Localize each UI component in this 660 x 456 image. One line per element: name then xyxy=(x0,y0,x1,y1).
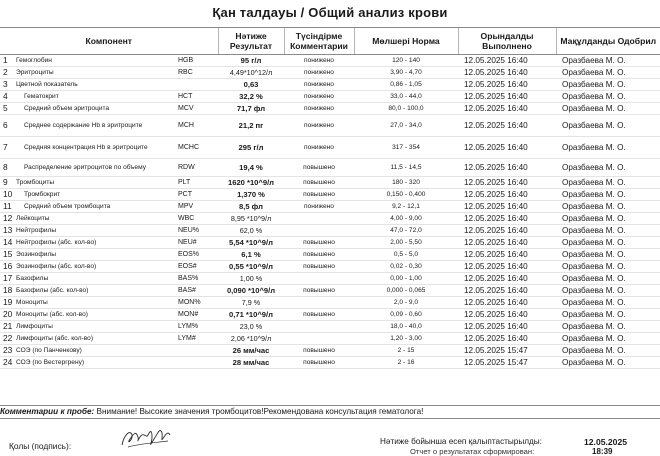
table-row xyxy=(0,309,660,321)
row-number: 6 xyxy=(0,115,14,137)
result-comment xyxy=(284,333,354,345)
table-row xyxy=(0,201,660,213)
approved-by: Оразбаева М. О. xyxy=(556,201,660,213)
component-name: Базофилы xyxy=(14,273,178,285)
approved-by: Оразбаева М. О. xyxy=(556,261,660,273)
approved-by: Оразбаева М. О. xyxy=(556,357,660,369)
component-name: СОЭ (по Вестергрену) xyxy=(14,357,178,369)
result-value: 8,95 *10^9/л xyxy=(218,213,284,225)
component-code: WBC xyxy=(178,213,218,225)
component-name: Средний объем эритроцита xyxy=(14,103,178,115)
component-code: BAS% xyxy=(178,273,218,285)
approved-by: Оразбаева М. О. xyxy=(556,333,660,345)
performed-date: 12.05.2025 16:40 xyxy=(458,273,556,285)
report-generated-sublabel: Отчет о результатах сформирован: xyxy=(410,447,535,456)
component-name xyxy=(14,159,178,177)
component-name xyxy=(14,115,178,137)
component-name xyxy=(14,137,178,159)
approved-by: Оразбаева М. О. xyxy=(556,115,660,137)
component-name: Лимфоциты (абс. кол-во) xyxy=(14,333,178,345)
approved-by: Оразбаева М. О. xyxy=(556,67,660,79)
result-comment: повышено xyxy=(284,159,354,177)
result-comment: понижено xyxy=(284,67,354,79)
component-code: LYM# xyxy=(178,333,218,345)
approved-by: Оразбаева М. О. xyxy=(556,297,660,309)
result-comment: понижено xyxy=(284,137,354,159)
table-row xyxy=(0,137,660,159)
signature-label: Қолы (подпись): xyxy=(9,441,72,451)
result-value: 4,49*10^12/л xyxy=(218,67,284,79)
result-comment xyxy=(284,213,354,225)
result-comment xyxy=(284,273,354,285)
performed-date: 12.05.2025 16:40 xyxy=(458,55,556,67)
component-code: LYM% xyxy=(178,321,218,333)
component-name: Моноциты (абс. кол-во) xyxy=(14,309,178,321)
approved-by: Оразбаева М. О. xyxy=(556,321,660,333)
component-name: СОЭ (по Панченкову) xyxy=(14,345,178,357)
table-row xyxy=(0,273,660,285)
row-number: 14 xyxy=(0,237,14,249)
component-code: PCT xyxy=(178,189,218,201)
table-header-row xyxy=(0,28,660,55)
performed-date: 12.05.2025 16:40 xyxy=(458,159,556,177)
result-comment: понижено xyxy=(284,201,354,213)
row-number: 23 xyxy=(0,345,14,357)
component-name-text: Среднее содержание Hb в эритроците xyxy=(24,121,143,129)
approved-by: Оразбаева М. О. xyxy=(556,159,660,177)
performed-date: 12.05.2025 16:40 xyxy=(458,309,556,321)
table-row xyxy=(0,159,660,177)
reference-range: 2 - 15 xyxy=(354,345,458,357)
approved-by: Оразбаева М. О. xyxy=(556,55,660,67)
result-comment: повышено xyxy=(284,261,354,273)
result-value: 5,54 *10^9/л xyxy=(218,237,284,249)
report-generated-label: Нәтиже бойынша есеп қалыптастырылды: xyxy=(380,437,542,446)
component-code xyxy=(178,357,218,369)
reference-range: 0,000 - 0,065 xyxy=(354,285,458,297)
component-code: BAS# xyxy=(178,285,218,297)
row-number: 24 xyxy=(0,357,14,369)
reference-range: 11,5 - 14,5 xyxy=(354,159,458,177)
approved-by: Оразбаева М. О. xyxy=(556,249,660,261)
result-value: 1,00 % xyxy=(218,273,284,285)
table-row xyxy=(0,189,660,201)
table-row xyxy=(0,261,660,273)
result-value: 71,7 фл xyxy=(218,103,284,115)
component-name: Тромбокрит xyxy=(14,189,178,201)
component-name: Эритроциты xyxy=(14,67,178,79)
table-row xyxy=(0,79,660,91)
result-comment: понижено xyxy=(284,103,354,115)
result-value: 295 г/л xyxy=(218,137,284,159)
table-row xyxy=(0,297,660,309)
result-value: 95 г/л xyxy=(218,55,284,67)
reference-range: 47,0 - 72,0 xyxy=(354,225,458,237)
table-row xyxy=(0,345,660,357)
approved-by: Оразбаева М. О. xyxy=(556,237,660,249)
component-name: Эозинофилы (абс. кол-во) xyxy=(14,261,178,273)
row-number: 7 xyxy=(0,137,14,159)
component-code: PLT xyxy=(178,177,218,189)
result-value: 28 мм/час xyxy=(218,357,284,369)
reference-range: 2,0 - 9,0 xyxy=(354,297,458,309)
performed-date: 12.05.2025 16:40 xyxy=(458,201,556,213)
result-value: 26 мм/час xyxy=(218,345,284,357)
performed-date: 12.05.2025 15:47 xyxy=(458,357,556,369)
row-number: 3 xyxy=(0,79,14,91)
row-number: 16 xyxy=(0,261,14,273)
result-comment: понижено xyxy=(284,79,354,91)
row-number: 22 xyxy=(0,333,14,345)
lab-results-table xyxy=(0,27,660,369)
table-row xyxy=(0,115,660,137)
component-code xyxy=(178,345,218,357)
result-comment: повышено xyxy=(284,285,354,297)
result-value: 62,0 % xyxy=(218,225,284,237)
result-comment: понижено xyxy=(284,55,354,67)
row-number: 2 xyxy=(0,67,14,79)
component-code: NEU% xyxy=(178,225,218,237)
performed-date: 12.05.2025 16:40 xyxy=(458,333,556,345)
reference-range: 0,150 - 0,400 xyxy=(354,189,458,201)
component-name-text: Распределение эритроцитов по объему xyxy=(24,163,146,171)
component-code: MPV xyxy=(178,201,218,213)
component-name: Цветной показатель xyxy=(14,79,178,91)
result-value: 0,090 *10^9/л xyxy=(218,285,284,297)
approved-by: Оразбаева М. О. xyxy=(556,345,660,357)
table-row xyxy=(0,67,660,79)
component-name: Лейкоциты xyxy=(14,213,178,225)
component-code: MON% xyxy=(178,297,218,309)
reference-range: 0,86 - 1,05 xyxy=(354,79,458,91)
reference-range: 317 - 354 xyxy=(354,137,458,159)
reference-range: 80,0 - 100,0 xyxy=(354,103,458,115)
row-number: 20 xyxy=(0,309,14,321)
performed-date: 12.05.2025 16:40 xyxy=(458,103,556,115)
result-value: 0,55 *10^9/л xyxy=(218,261,284,273)
result-value: 2,06 *10^9/л xyxy=(218,333,284,345)
reference-range: 3,90 - 4,70 xyxy=(354,67,458,79)
result-value: 7,9 % xyxy=(218,297,284,309)
performed-date: 12.05.2025 16:40 xyxy=(458,249,556,261)
table-row xyxy=(0,357,660,369)
component-code: HGB xyxy=(178,55,218,67)
row-number: 1 xyxy=(0,55,14,67)
header-component: Компонент xyxy=(0,28,218,55)
approved-by: Оразбаева М. О. xyxy=(556,213,660,225)
approved-by: Оразбаева М. О. xyxy=(556,225,660,237)
result-value: 21,2 пг xyxy=(218,115,284,137)
row-number: 12 xyxy=(0,213,14,225)
header-comment: Түсіндірме Комментарии xyxy=(284,28,354,55)
comment-label: Комментарии к пробе: xyxy=(0,407,95,416)
component-name: Лимфоциты xyxy=(14,321,178,333)
row-number: 11 xyxy=(0,201,14,213)
table-row xyxy=(0,213,660,225)
result-comment: повышено xyxy=(284,249,354,261)
component-code: MCHC xyxy=(178,137,218,159)
component-name: Моноциты xyxy=(14,297,178,309)
signature-image xyxy=(118,425,176,453)
performed-date: 12.05.2025 15:47 xyxy=(458,345,556,357)
approved-by: Оразбаева М. О. xyxy=(556,285,660,297)
performed-date: 12.05.2025 16:40 xyxy=(458,321,556,333)
approved-by: Оразбаева М. О. xyxy=(556,79,660,91)
table-row xyxy=(0,237,660,249)
reference-range: 0,00 - 1,00 xyxy=(354,273,458,285)
row-number: 9 xyxy=(0,177,14,189)
reference-range: 27,0 - 34,0 xyxy=(354,115,458,137)
result-value: 19,4 % xyxy=(218,159,284,177)
row-number: 13 xyxy=(0,225,14,237)
component-name: Нейтрофилы xyxy=(14,225,178,237)
performed-date: 12.05.2025 16:40 xyxy=(458,137,556,159)
result-comment xyxy=(284,321,354,333)
row-number: 19 xyxy=(0,297,14,309)
row-number: 15 xyxy=(0,249,14,261)
reference-range: 18,0 - 40,0 xyxy=(354,321,458,333)
component-name: Нейтрофилы (абс. кол-во) xyxy=(14,237,178,249)
page-title: Қан талдауы / Общий анализ крови xyxy=(212,5,448,20)
approved-by: Оразбаева М. О. xyxy=(556,103,660,115)
component-name: Гематокрит xyxy=(14,91,178,103)
sample-comment xyxy=(0,405,660,419)
performed-date: 12.05.2025 16:40 xyxy=(458,67,556,79)
performed-date: 12.05.2025 16:40 xyxy=(458,297,556,309)
result-value: 0,71 *10^9/л xyxy=(218,309,284,321)
result-comment: понижено xyxy=(284,91,354,103)
result-comment: повышено xyxy=(284,345,354,357)
reference-range: 0,09 - 0,60 xyxy=(354,309,458,321)
reference-range: 180 - 320 xyxy=(354,177,458,189)
row-number: 10 xyxy=(0,189,14,201)
result-value: 23,0 % xyxy=(218,321,284,333)
component-code: RDW xyxy=(178,159,218,177)
result-comment: повышено xyxy=(284,357,354,369)
table-row xyxy=(0,177,660,189)
approved-by: Оразбаева М. О. xyxy=(556,137,660,159)
performed-date: 12.05.2025 16:40 xyxy=(458,237,556,249)
table-row xyxy=(0,225,660,237)
component-code: MCV xyxy=(178,103,218,115)
table-row xyxy=(0,91,660,103)
component-code: NEU# xyxy=(178,237,218,249)
result-comment: повышено xyxy=(284,237,354,249)
report-date: 12.05.2025 xyxy=(584,437,628,447)
component-name: Эозинофилы xyxy=(14,249,178,261)
reference-range: 0,02 - 0,30 xyxy=(354,261,458,273)
performed-date: 12.05.2025 16:40 xyxy=(458,261,556,273)
approved-by: Оразбаева М. О. xyxy=(556,273,660,285)
component-name-text: Средняя концентрация Hb в эритроците xyxy=(24,143,148,151)
table-row xyxy=(0,333,660,345)
row-number: 21 xyxy=(0,321,14,333)
header-norm: Мөлшері Норма xyxy=(354,28,458,55)
row-number: 4 xyxy=(0,91,14,103)
row-number: 8 xyxy=(0,159,14,177)
performed-date: 12.05.2025 16:40 xyxy=(458,91,556,103)
component-name: Средний объем тромбоцита xyxy=(14,201,178,213)
component-code: MCH xyxy=(178,115,218,137)
table-row xyxy=(0,103,660,115)
result-value: 6,1 % xyxy=(218,249,284,261)
row-number: 5 xyxy=(0,103,14,115)
reference-range: 2,00 - 5,50 xyxy=(354,237,458,249)
reference-range: 2 - 16 xyxy=(354,357,458,369)
result-comment: понижено xyxy=(284,115,354,137)
performed-date: 12.05.2025 16:40 xyxy=(458,177,556,189)
header-performed: Орындалды Выполнено xyxy=(458,28,556,55)
reference-range: 120 - 140 xyxy=(354,55,458,67)
comment-text: Внимание! Высокие значения тромбоцитов!Рекомендована консультация гематолога! xyxy=(96,407,424,416)
performed-date: 12.05.2025 16:40 xyxy=(458,115,556,137)
table-row xyxy=(0,55,660,67)
result-comment: повышено xyxy=(284,309,354,321)
reference-range: 9,2 - 12,1 xyxy=(354,201,458,213)
approved-by: Оразбаева М. О. xyxy=(556,189,660,201)
reference-range: 33,0 - 44,0 xyxy=(354,91,458,103)
header-approved: Мақұлданды Одобрил xyxy=(556,28,660,55)
performed-date: 12.05.2025 16:40 xyxy=(458,225,556,237)
result-value: 1620 *10^9/л xyxy=(218,177,284,189)
result-comment xyxy=(284,297,354,309)
row-number: 17 xyxy=(0,273,14,285)
component-name: Гемоглобин xyxy=(14,55,178,67)
component-code: HCT xyxy=(178,91,218,103)
component-code xyxy=(178,79,218,91)
result-value: 8,5 фл xyxy=(218,201,284,213)
reference-range: 1,20 - 3,00 xyxy=(354,333,458,345)
table-row xyxy=(0,249,660,261)
performed-date: 12.05.2025 16:40 xyxy=(458,189,556,201)
result-comment xyxy=(284,225,354,237)
result-comment: повышено xyxy=(284,189,354,201)
reference-range: 0,5 - 5,0 xyxy=(354,249,458,261)
performed-date: 12.05.2025 16:40 xyxy=(458,79,556,91)
performed-date: 12.05.2025 16:40 xyxy=(458,213,556,225)
component-code: EOS% xyxy=(178,249,218,261)
result-value: 32,2 % xyxy=(218,91,284,103)
row-number: 18 xyxy=(0,285,14,297)
header-result: Нәтиже Результат xyxy=(218,28,284,55)
approved-by: Оразбаева М. О. xyxy=(556,177,660,189)
component-code: MON# xyxy=(178,309,218,321)
component-code: RBC xyxy=(178,67,218,79)
table-row xyxy=(0,285,660,297)
reference-range: 4,00 - 9,00 xyxy=(354,213,458,225)
result-value: 1,370 % xyxy=(218,189,284,201)
approved-by: Оразбаева М. О. xyxy=(556,309,660,321)
table-row xyxy=(0,321,660,333)
component-name: Базофилы (абс. кол-во) xyxy=(14,285,178,297)
component-code: EOS# xyxy=(178,261,218,273)
performed-date: 12.05.2025 16:40 xyxy=(458,285,556,297)
report-time: 18:39 xyxy=(592,447,613,456)
result-comment: повышено xyxy=(284,177,354,189)
result-value: 0,63 xyxy=(218,79,284,91)
approved-by: Оразбаева М. О. xyxy=(556,91,660,103)
component-name: Тромбоциты xyxy=(14,177,178,189)
